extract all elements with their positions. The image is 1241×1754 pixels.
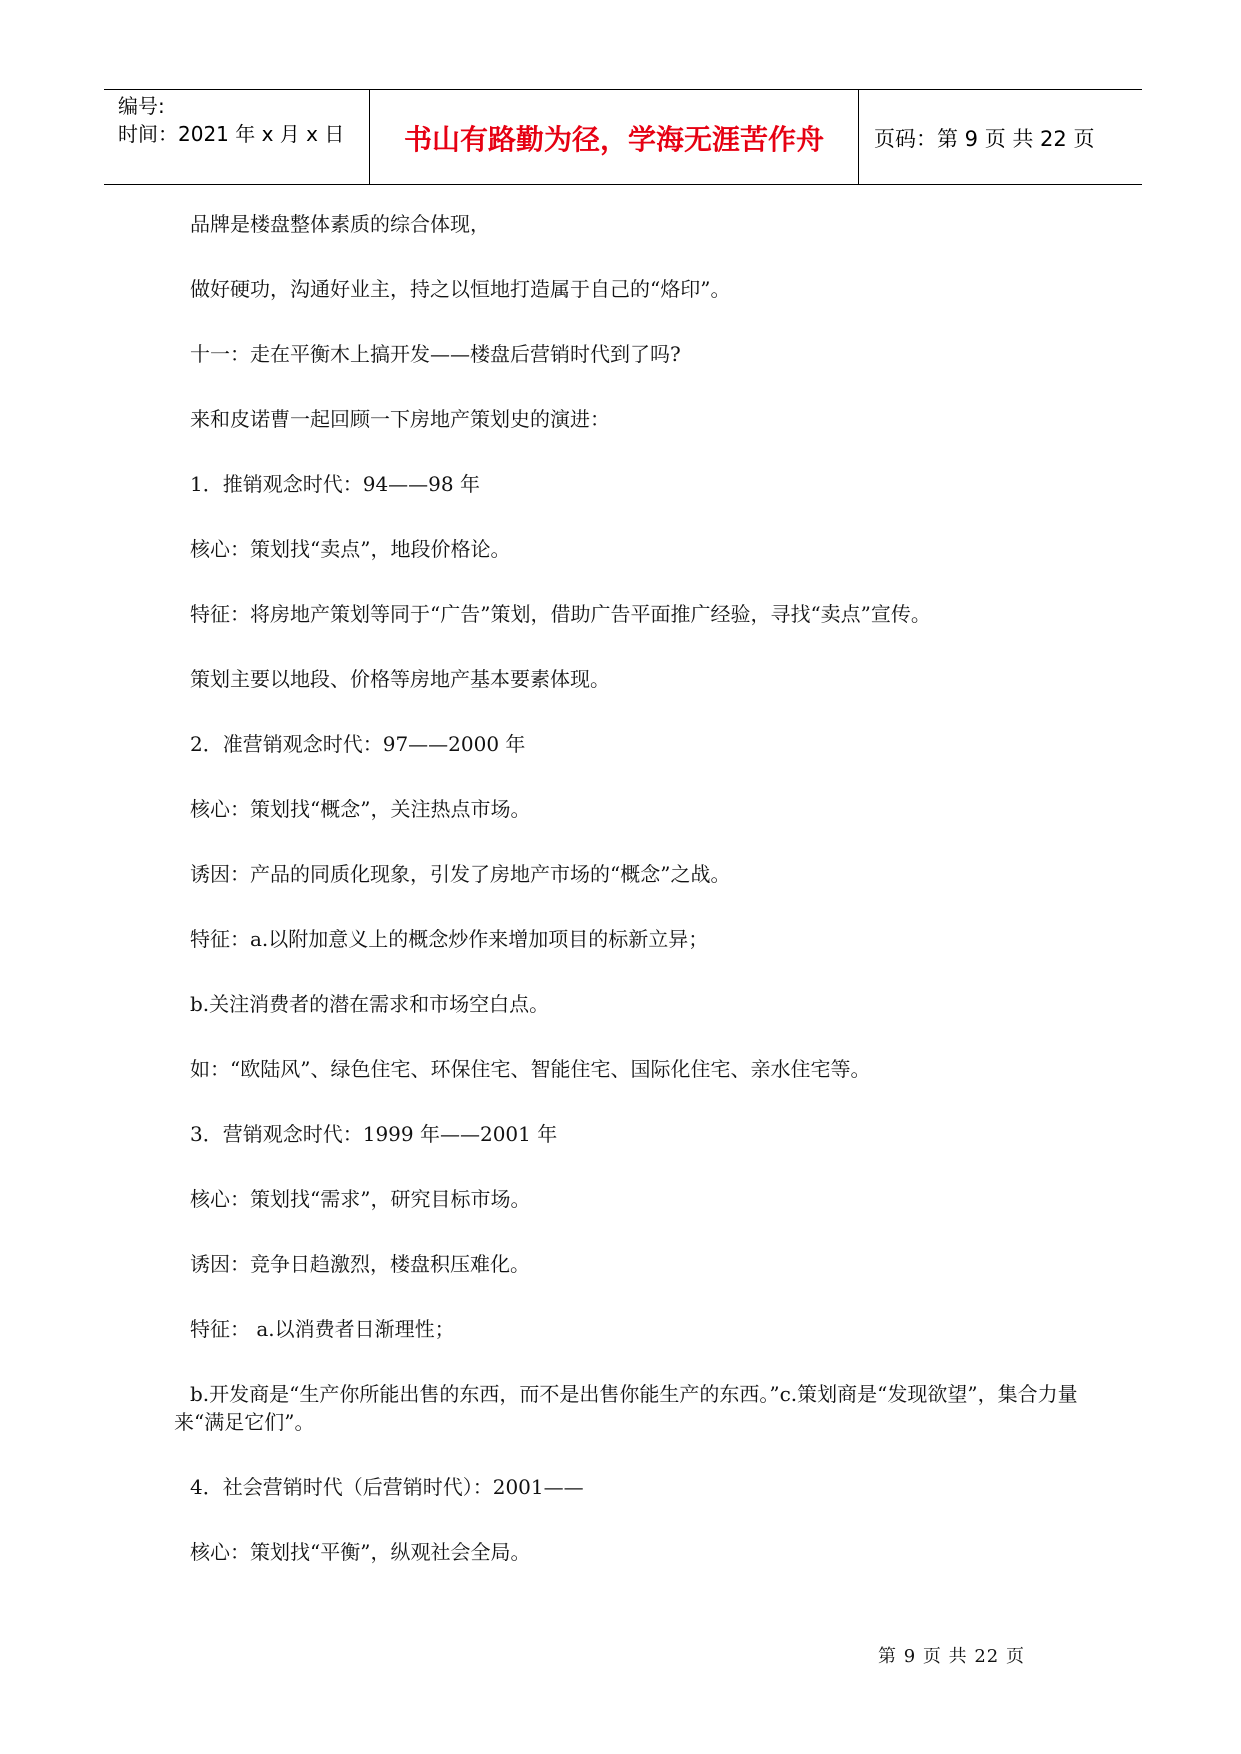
body-paragraph: 特征：将房地产策划等同于“广告”策划，借助广告平面推广经验，寻找“卖点”宣传。	[190, 602, 931, 626]
body-paragraph: 核心：策划找“卖点”，地段价格论。	[190, 537, 511, 561]
section-heading: 十一：走在平衡木上搞开发——楼盘后营销时代到了吗?	[190, 342, 681, 366]
document-time-label: 时间：2021 年 x 月 x 日	[118, 122, 345, 146]
body-paragraph: 特征： a.以消费者日渐理性；	[190, 1317, 455, 1341]
page-footer: 第 9 页 共 22 页	[878, 1646, 1025, 1667]
header-motto: 书山有路勤为径，学海无涯苦作舟	[403, 123, 824, 156]
body-paragraph: 策划主要以地段、价格等房地产基本要素体现。	[190, 667, 610, 691]
body-paragraph: 核心：策划找“平衡”，纵观社会全局。	[190, 1540, 531, 1564]
era-heading: 4．社会营销时代（后营销时代）：2001——	[190, 1475, 584, 1499]
era-heading: 2．准营销观念时代：97——2000 年	[190, 732, 526, 756]
page-header	[104, 89, 1142, 185]
body-paragraph: 诱因：产品的同质化现象，引发了房地产市场的“概念”之战。	[190, 862, 731, 886]
body-paragraph: 品牌是楼盘整体素质的综合体现，	[190, 212, 490, 236]
body-paragraph: 如：“欧陆风”、绿色住宅、环保住宅、智能住宅、国际化住宅、亲水住宅等。	[190, 1057, 871, 1081]
header-meta	[118, 92, 344, 148]
body-paragraph: b.开发商是“生产你所能出售的东西，而不是出售你能生产的东西。”c.策划商是“发现欲望”，集合力量来“满足它们”。	[174, 1382, 1078, 1434]
body-paragraph: b.关注消费者的潜在需求和市场空白点。	[190, 992, 550, 1016]
body-paragraph: 核心：策划找“概念”，关注热点市场。	[190, 797, 531, 821]
body-paragraph: 诱因：竞争日趋激烈，楼盘积压难化。	[190, 1252, 530, 1276]
body-paragraph: 来和皮诺曹一起回顾一下房地产策划史的演进：	[190, 407, 610, 431]
document-number-label: 编号:	[118, 94, 165, 118]
header-page-number: 页码：第 9 页 共 22 页	[874, 127, 1095, 151]
era-heading: 1．推销观念时代：94——98 年	[190, 472, 480, 496]
document-body	[174, 210, 1080, 1603]
header-divider	[858, 90, 859, 184]
body-paragraph: 特征：a.以附加意义上的概念炒作来增加项目的标新立异；	[190, 927, 709, 951]
era-heading: 3．营销观念时代：1999 年——2001 年	[190, 1122, 558, 1146]
body-paragraph: 做好硬功，沟通好业主，持之以恒地打造属于自己的“烙印”。	[190, 277, 731, 301]
body-paragraph: 核心：策划找“需求”，研究目标市场。	[190, 1187, 531, 1211]
